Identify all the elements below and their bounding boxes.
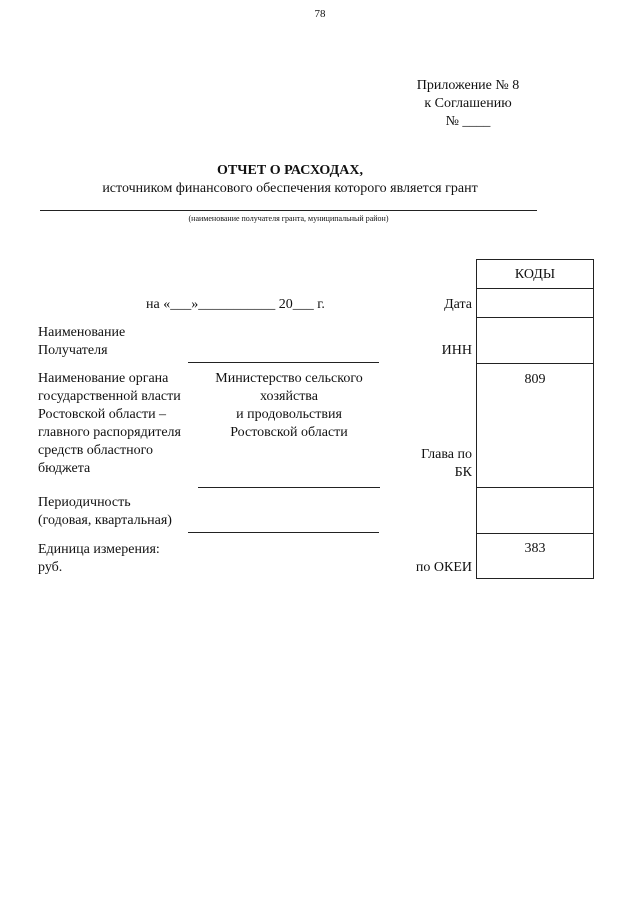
inn-code-cell[interactable] [476,317,594,364]
recipient-value-line[interactable] [188,362,379,363]
page-number: 78 [314,8,326,20]
authority-label-line: средств областного [38,443,154,458]
periodicity-label [38,494,198,530]
codes-header-cell [476,259,594,289]
inn-label: ИНН [441,343,472,358]
authority-value-line: Министерство сельского [215,371,363,386]
recipient-label-line-2: Получателя [38,343,108,358]
authority-value-line: Ростовской области [230,425,348,440]
authority-value [198,370,380,442]
appendix-block [400,77,536,131]
recipient-label [38,324,188,360]
report-subtitle: источником финансового обеспечения которого является грант [102,181,478,196]
authority-label [38,370,203,478]
authority-label-line: Наименование органа [38,371,169,386]
recipient-name-caption: (наименование получателя гранта, муниципальный район) [188,214,389,223]
authority-value-line: и продовольствия [236,407,342,422]
okei-code-cell[interactable] [476,533,594,579]
recipient-name-line [40,210,537,211]
authority-label-line: бюджета [38,461,91,476]
appendix-line-2: к Соглашению [424,96,512,111]
report-title: ОТЧЕТ О РАСХОДАХ, [217,163,363,178]
okei-code-value: 383 [524,541,546,556]
recipient-label-line-1: Наименование [38,325,126,340]
glava-bk-code-cell[interactable] [476,363,594,488]
authority-value-line-rule [198,487,380,488]
report-date-line: на «___»___________ 20___ г. [146,297,325,312]
date-code-cell[interactable] [476,288,594,318]
appendix-line-1: Приложение № 8 [416,78,520,93]
date-code-label: Дата [444,297,472,312]
okei-label: по ОКЕИ [415,560,472,575]
appendix-line-3: № ____ [445,114,491,129]
periodicity-label-line-1: Периодичность [38,495,131,510]
unit-label-line-1: Единица измерения: [38,542,160,557]
authority-label-line: Ростовской области – [38,407,167,422]
authority-value-line: хозяйства [260,389,318,404]
glava-bk-code-value: 809 [524,372,546,387]
periodicity-code-cell[interactable] [476,487,594,534]
glava-bk-label-line-1: Глава по [421,447,472,462]
periodicity-label-line-2: (годовая, квартальная) [38,513,172,528]
unit-label [38,541,198,577]
glava-bk-label-line-2: БК [454,465,472,480]
glava-bk-label [380,446,472,482]
codes-label: КОДЫ [514,267,556,282]
unit-label-line-2: руб. [38,560,63,575]
authority-label-line: государственной власти [38,389,181,404]
authority-label-line: главного распорядителя [38,425,181,440]
periodicity-value-line[interactable] [188,532,379,533]
